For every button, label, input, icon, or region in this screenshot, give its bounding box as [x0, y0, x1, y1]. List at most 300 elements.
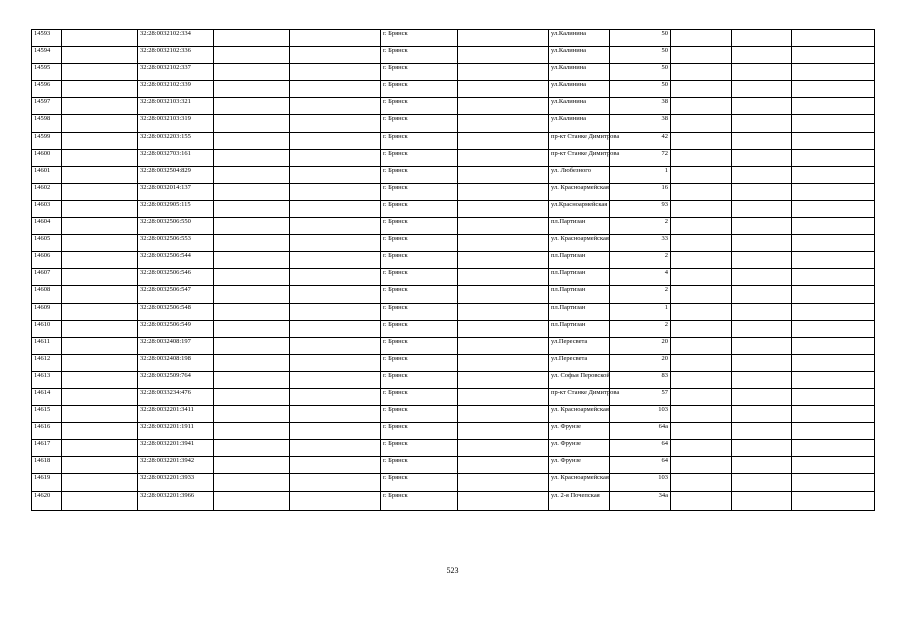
- cell-house: 2: [610, 286, 671, 303]
- table-row: [32, 30, 875, 47]
- page-number: 523: [446, 566, 459, 575]
- cell-empty: [458, 269, 549, 286]
- cell-house: 50: [610, 30, 671, 47]
- cell-cadastral: 32:28:0032703:161: [138, 149, 214, 166]
- cell-city: г. Брянск: [381, 423, 458, 440]
- cell-house: 34а: [610, 491, 671, 510]
- cell-empty: [62, 200, 138, 217]
- cell-empty: [62, 337, 138, 354]
- cell-empty: [62, 406, 138, 423]
- cell-empty: [671, 337, 732, 354]
- cell-id: 14605: [32, 235, 62, 252]
- table-row: [32, 235, 875, 252]
- cell-empty: [458, 337, 549, 354]
- cell-house: 4: [610, 269, 671, 286]
- cell-empty: [458, 286, 549, 303]
- cell-id: 14595: [32, 64, 62, 81]
- cell-empty: [671, 474, 732, 491]
- cell-empty: [214, 474, 290, 491]
- cell-empty: [62, 98, 138, 115]
- cell-empty: [62, 132, 138, 149]
- cell-empty: [290, 183, 381, 200]
- cell-empty: [671, 166, 732, 183]
- cell-empty: [671, 457, 732, 474]
- table-row: [32, 166, 875, 183]
- cell-empty: [732, 252, 792, 269]
- cell-house: 2: [610, 320, 671, 337]
- cell-cadastral: 32:28:0032201:3933: [138, 474, 214, 491]
- cell-street: пл.Партизан: [549, 286, 610, 303]
- cell-city: г. Брянск: [381, 81, 458, 98]
- cell-empty: [458, 354, 549, 371]
- cell-empty: [671, 303, 732, 320]
- cell-empty: [671, 252, 732, 269]
- cell-city: г. Брянск: [381, 132, 458, 149]
- table-row: [32, 200, 875, 217]
- cell-empty: [458, 491, 549, 510]
- cell-empty: [214, 132, 290, 149]
- cell-house: 83: [610, 371, 671, 388]
- cell-empty: [458, 474, 549, 491]
- cell-city: г. Брянск: [381, 98, 458, 115]
- cell-empty: [458, 149, 549, 166]
- cell-empty: [792, 235, 875, 252]
- cell-empty: [214, 81, 290, 98]
- cell-empty: [290, 252, 381, 269]
- cell-city: г. Брянск: [381, 474, 458, 491]
- cell-house: 33: [610, 235, 671, 252]
- cell-empty: [792, 406, 875, 423]
- cell-empty: [792, 115, 875, 132]
- cell-empty: [732, 406, 792, 423]
- cell-house: 1: [610, 303, 671, 320]
- cell-empty: [732, 269, 792, 286]
- cell-house: 42: [610, 132, 671, 149]
- cell-empty: [290, 132, 381, 149]
- cell-empty: [458, 320, 549, 337]
- cell-id: 14613: [32, 371, 62, 388]
- cell-empty: [214, 491, 290, 510]
- cell-empty: [732, 64, 792, 81]
- cell-cadastral: 32:28:0032102:336: [138, 47, 214, 64]
- cell-id: 14599: [32, 132, 62, 149]
- cell-street: пр-кт Станке Димитрова: [549, 388, 610, 405]
- cell-city: г. Брянск: [381, 303, 458, 320]
- cell-city: г. Брянск: [381, 218, 458, 235]
- cell-empty: [792, 440, 875, 457]
- cell-house: 38: [610, 98, 671, 115]
- table-row: [32, 423, 875, 440]
- cell-empty: [214, 286, 290, 303]
- cell-empty: [214, 98, 290, 115]
- cell-id: 14597: [32, 98, 62, 115]
- table-row: [32, 47, 875, 64]
- cell-id: 14620: [32, 491, 62, 510]
- cell-empty: [62, 47, 138, 64]
- register-table: [31, 29, 875, 511]
- cell-empty: [732, 98, 792, 115]
- cell-cadastral: 32:28:0032506:544: [138, 252, 214, 269]
- cell-city: г. Брянск: [381, 47, 458, 64]
- cell-empty: [732, 440, 792, 457]
- cell-house: 2: [610, 218, 671, 235]
- table-row: [32, 457, 875, 474]
- cell-id: 14600: [32, 149, 62, 166]
- cell-empty: [214, 47, 290, 64]
- cell-empty: [290, 440, 381, 457]
- cell-empty: [732, 388, 792, 405]
- cell-empty: [732, 81, 792, 98]
- cell-city: г. Брянск: [381, 64, 458, 81]
- cell-city: г. Брянск: [381, 320, 458, 337]
- cell-street: ул.Пересвета: [549, 337, 610, 354]
- cell-empty: [792, 98, 875, 115]
- cell-empty: [62, 388, 138, 405]
- cell-street: ул.Калинина: [549, 115, 610, 132]
- cell-city: г. Брянск: [381, 388, 458, 405]
- cell-empty: [671, 235, 732, 252]
- cell-house: 93: [610, 200, 671, 217]
- cell-house: 103: [610, 406, 671, 423]
- cell-empty: [214, 320, 290, 337]
- cell-empty: [732, 183, 792, 200]
- cell-cadastral: 32:28:0032506:547: [138, 286, 214, 303]
- cell-empty: [290, 457, 381, 474]
- cell-empty: [792, 354, 875, 371]
- cell-street: ул. Фрунзе: [549, 423, 610, 440]
- cell-empty: [214, 354, 290, 371]
- cell-empty: [671, 98, 732, 115]
- cell-house: 20: [610, 337, 671, 354]
- cell-empty: [671, 423, 732, 440]
- cell-id: 14594: [32, 47, 62, 64]
- cell-house: 50: [610, 47, 671, 64]
- cell-city: г. Брянск: [381, 149, 458, 166]
- cell-empty: [62, 491, 138, 510]
- cell-id: 14609: [32, 303, 62, 320]
- cell-house: 57: [610, 388, 671, 405]
- cell-empty: [792, 166, 875, 183]
- cell-empty: [214, 64, 290, 81]
- cell-empty: [458, 423, 549, 440]
- cell-street: пл.Партизан: [549, 269, 610, 286]
- cell-street: ул. 2-я Почепская: [549, 491, 610, 510]
- cell-empty: [214, 337, 290, 354]
- cell-street: ул.Калинина: [549, 81, 610, 98]
- cell-id: 14612: [32, 354, 62, 371]
- cell-empty: [792, 218, 875, 235]
- cell-empty: [458, 388, 549, 405]
- cell-empty: [792, 252, 875, 269]
- table-row: [32, 98, 875, 115]
- cell-empty: [671, 30, 732, 47]
- cell-empty: [792, 474, 875, 491]
- cell-empty: [671, 64, 732, 81]
- cell-empty: [214, 235, 290, 252]
- cell-cadastral: 32:28:0032504:829: [138, 166, 214, 183]
- cell-house: 72: [610, 149, 671, 166]
- cell-empty: [732, 474, 792, 491]
- cell-empty: [62, 218, 138, 235]
- cell-empty: [671, 269, 732, 286]
- table-body: [32, 30, 875, 511]
- cell-empty: [290, 47, 381, 64]
- cell-empty: [671, 491, 732, 510]
- cell-empty: [290, 388, 381, 405]
- cell-empty: [214, 252, 290, 269]
- cell-empty: [792, 337, 875, 354]
- table-row: [32, 491, 875, 510]
- cell-empty: [732, 235, 792, 252]
- cell-empty: [792, 183, 875, 200]
- cell-empty: [290, 218, 381, 235]
- cell-street: пр-кт Станке Димитрова: [549, 149, 610, 166]
- cell-empty: [62, 423, 138, 440]
- cell-empty: [290, 235, 381, 252]
- cell-empty: [458, 218, 549, 235]
- cell-cadastral: 32:28:0032506:546: [138, 269, 214, 286]
- cell-empty: [62, 30, 138, 47]
- cell-house: 16: [610, 183, 671, 200]
- cell-house: 1: [610, 166, 671, 183]
- cell-empty: [290, 98, 381, 115]
- cell-empty: [792, 81, 875, 98]
- table-row: [32, 371, 875, 388]
- cell-house: 64а: [610, 423, 671, 440]
- cell-city: г. Брянск: [381, 491, 458, 510]
- cell-empty: [458, 303, 549, 320]
- cell-city: г. Брянск: [381, 200, 458, 217]
- cell-empty: [62, 286, 138, 303]
- cell-empty: [290, 423, 381, 440]
- cell-empty: [671, 81, 732, 98]
- cell-empty: [458, 440, 549, 457]
- cell-empty: [671, 115, 732, 132]
- cell-empty: [671, 218, 732, 235]
- table-row: [32, 218, 875, 235]
- cell-empty: [214, 149, 290, 166]
- cell-empty: [732, 354, 792, 371]
- cell-city: г. Брянск: [381, 30, 458, 47]
- cell-empty: [792, 371, 875, 388]
- cell-city: г. Брянск: [381, 183, 458, 200]
- cell-cadastral: 32:28:0032103:321: [138, 98, 214, 115]
- cell-house: 50: [610, 81, 671, 98]
- cell-cadastral: 32:28:0032102:337: [138, 64, 214, 81]
- cell-empty: [214, 457, 290, 474]
- cell-empty: [62, 474, 138, 491]
- table-row: [32, 337, 875, 354]
- cell-empty: [732, 286, 792, 303]
- cell-empty: [458, 81, 549, 98]
- cell-cadastral: 32:28:0032102:339: [138, 81, 214, 98]
- table-row: [32, 252, 875, 269]
- table-row: [32, 320, 875, 337]
- cell-empty: [214, 183, 290, 200]
- cell-empty: [792, 286, 875, 303]
- cell-empty: [62, 252, 138, 269]
- cell-empty: [792, 200, 875, 217]
- cell-house: 103: [610, 474, 671, 491]
- cell-empty: [214, 30, 290, 47]
- cell-cadastral: 32:28:0032102:334: [138, 30, 214, 47]
- cell-empty: [732, 337, 792, 354]
- cell-cadastral: 32:28:0032201:3942: [138, 457, 214, 474]
- table-row: [32, 183, 875, 200]
- cell-empty: [458, 64, 549, 81]
- cell-cadastral: 32:28:0032103:319: [138, 115, 214, 132]
- cell-empty: [290, 81, 381, 98]
- table-row: [32, 269, 875, 286]
- cell-empty: [214, 423, 290, 440]
- cell-empty: [214, 371, 290, 388]
- cell-city: г. Брянск: [381, 457, 458, 474]
- cell-cadastral: 32:28:0032506:549: [138, 320, 214, 337]
- cell-street: ул.Калинина: [549, 64, 610, 81]
- cell-empty: [290, 491, 381, 510]
- cell-cadastral: 32:28:0032509:764: [138, 371, 214, 388]
- cell-street: ул. Красноармейская: [549, 474, 610, 491]
- cell-cadastral: 32:28:0033234:476: [138, 388, 214, 405]
- cell-id: 14614: [32, 388, 62, 405]
- cell-house: 64: [610, 440, 671, 457]
- cell-cadastral: 32:28:0032506:550: [138, 218, 214, 235]
- cell-empty: [732, 320, 792, 337]
- cell-empty: [671, 320, 732, 337]
- cell-house: 50: [610, 64, 671, 81]
- cell-empty: [290, 303, 381, 320]
- cell-city: г. Брянск: [381, 166, 458, 183]
- cell-empty: [458, 166, 549, 183]
- cell-empty: [732, 115, 792, 132]
- cell-street: ул. Фрунзе: [549, 457, 610, 474]
- cell-empty: [62, 64, 138, 81]
- cell-empty: [671, 200, 732, 217]
- cell-empty: [671, 286, 732, 303]
- cell-empty: [671, 183, 732, 200]
- cell-empty: [62, 183, 138, 200]
- cell-empty: [290, 115, 381, 132]
- cell-empty: [732, 371, 792, 388]
- table-row: [32, 303, 875, 320]
- cell-empty: [671, 354, 732, 371]
- cell-empty: [290, 64, 381, 81]
- cell-empty: [671, 440, 732, 457]
- cell-empty: [671, 388, 732, 405]
- cell-empty: [732, 149, 792, 166]
- cell-id: 14610: [32, 320, 62, 337]
- cell-id: 14615: [32, 406, 62, 423]
- cell-empty: [214, 200, 290, 217]
- cell-street: ул. Фрунзе: [549, 440, 610, 457]
- cell-empty: [458, 132, 549, 149]
- cell-id: 14598: [32, 115, 62, 132]
- cell-city: г. Брянск: [381, 269, 458, 286]
- cell-id: 14602: [32, 183, 62, 200]
- cell-empty: [214, 218, 290, 235]
- cell-empty: [792, 423, 875, 440]
- cell-empty: [290, 320, 381, 337]
- cell-empty: [290, 337, 381, 354]
- cell-city: г. Брянск: [381, 337, 458, 354]
- cell-empty: [290, 474, 381, 491]
- cell-empty: [792, 320, 875, 337]
- cell-empty: [732, 303, 792, 320]
- cell-city: г. Брянск: [381, 406, 458, 423]
- cell-id: 14611: [32, 337, 62, 354]
- cell-cadastral: 32:28:0032506:553: [138, 235, 214, 252]
- cell-street: пл.Партизан: [549, 218, 610, 235]
- cell-empty: [214, 440, 290, 457]
- table-row: [32, 286, 875, 303]
- cell-empty: [671, 132, 732, 149]
- cell-empty: [732, 457, 792, 474]
- cell-empty: [732, 200, 792, 217]
- cell-empty: [62, 354, 138, 371]
- cell-empty: [458, 235, 549, 252]
- cell-street: ул. Красноармейская: [549, 183, 610, 200]
- cell-empty: [671, 149, 732, 166]
- table-row: [32, 149, 875, 166]
- cell-id: 14603: [32, 200, 62, 217]
- cell-street: ул.Калинина: [549, 30, 610, 47]
- cell-empty: [458, 371, 549, 388]
- cell-id: 14606: [32, 252, 62, 269]
- table-row: [32, 474, 875, 491]
- cell-city: г. Брянск: [381, 115, 458, 132]
- table-row: [32, 354, 875, 371]
- cell-house: 2: [610, 252, 671, 269]
- cell-empty: [290, 406, 381, 423]
- cell-empty: [732, 491, 792, 510]
- cell-empty: [732, 423, 792, 440]
- cell-empty: [792, 64, 875, 81]
- cell-street: пл.Партизан: [549, 320, 610, 337]
- cell-empty: [732, 30, 792, 47]
- cell-id: 14608: [32, 286, 62, 303]
- cell-city: г. Брянск: [381, 440, 458, 457]
- cell-street: ул. Софьи Перовской: [549, 371, 610, 388]
- cell-empty: [732, 47, 792, 64]
- table-row: [32, 64, 875, 81]
- cell-empty: [62, 440, 138, 457]
- cell-city: г. Брянск: [381, 354, 458, 371]
- cell-empty: [732, 166, 792, 183]
- cell-cadastral: 32:28:0032201:3966: [138, 491, 214, 510]
- cell-id: 14619: [32, 474, 62, 491]
- cell-street: пр-кт Станке Димитрова: [549, 132, 610, 149]
- cell-empty: [290, 149, 381, 166]
- cell-empty: [792, 491, 875, 510]
- cell-empty: [671, 406, 732, 423]
- cell-id: 14596: [32, 81, 62, 98]
- table-row: [32, 406, 875, 423]
- cell-empty: [458, 30, 549, 47]
- cell-cadastral: 32:28:0032905:115: [138, 200, 214, 217]
- cell-empty: [458, 115, 549, 132]
- cell-empty: [671, 47, 732, 64]
- cell-city: г. Брянск: [381, 286, 458, 303]
- cell-empty: [458, 200, 549, 217]
- cell-id: 14607: [32, 269, 62, 286]
- cell-id: 14616: [32, 423, 62, 440]
- cell-street: ул.Красноармейская: [549, 200, 610, 217]
- cell-empty: [290, 354, 381, 371]
- cell-empty: [732, 132, 792, 149]
- cell-house: 38: [610, 115, 671, 132]
- cell-id: 14617: [32, 440, 62, 457]
- cell-street: ул. Любезного: [549, 166, 610, 183]
